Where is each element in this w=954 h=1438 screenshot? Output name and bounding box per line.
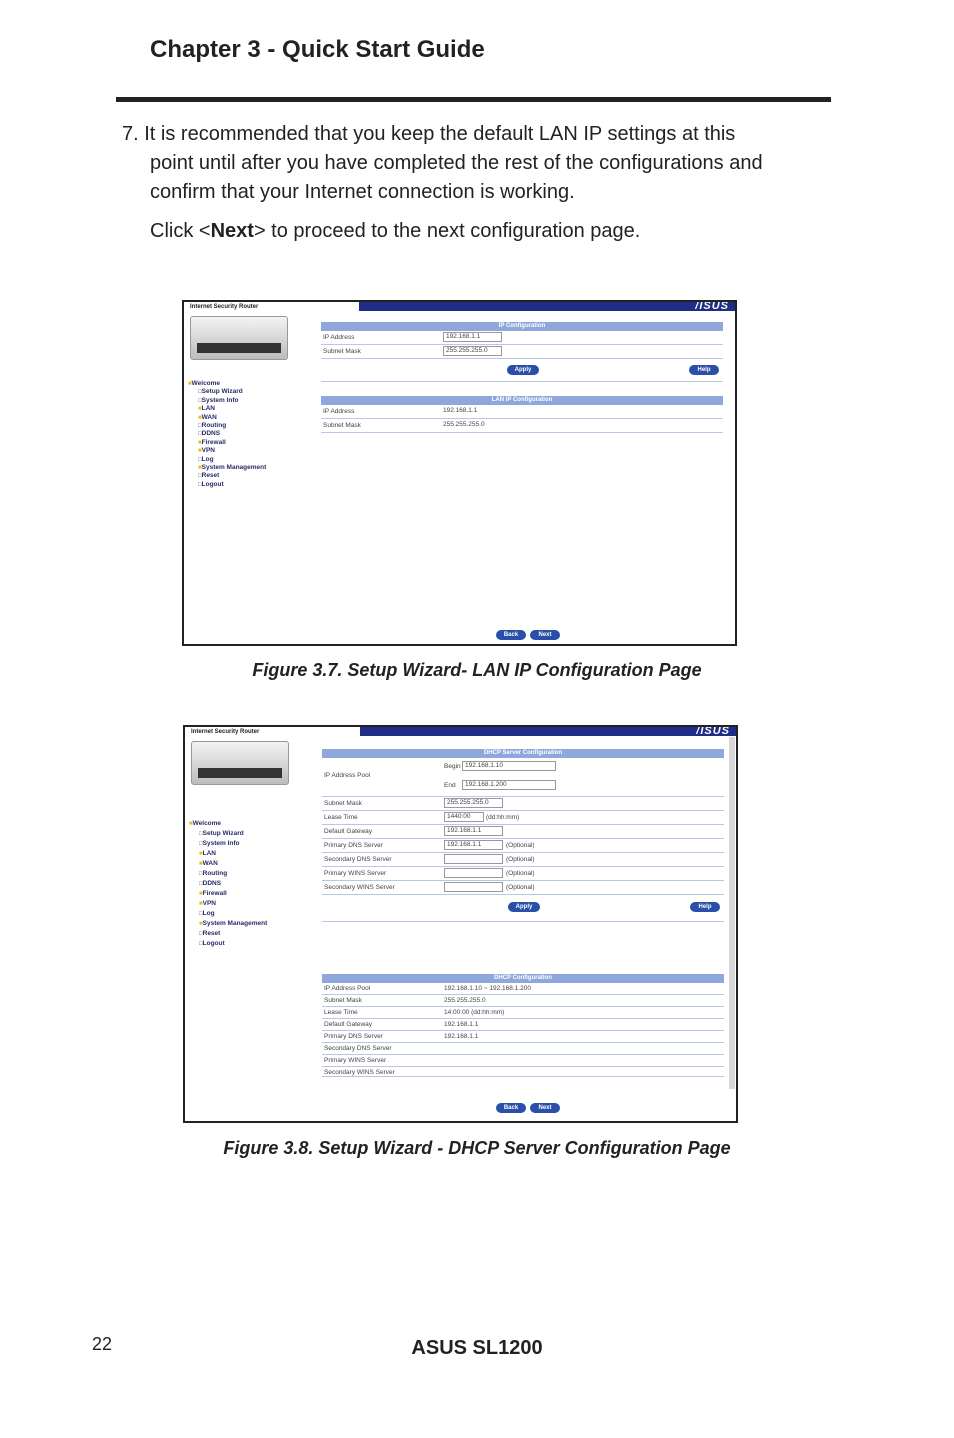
dhcp-gateway-label: Default Gateway bbox=[324, 1021, 373, 1028]
ip-address-pool-label: IP Address Pool bbox=[324, 772, 371, 779]
nav-reset[interactable]: □ Reset bbox=[188, 472, 298, 480]
nav-system-management[interactable]: ■ System Management bbox=[189, 919, 299, 929]
subnet-mask-row bbox=[321, 345, 723, 359]
lan-subnet-mask-value: 255.255.255.0 bbox=[443, 421, 485, 428]
router-image bbox=[190, 316, 288, 360]
figure-3-8-screenshot bbox=[183, 725, 738, 1123]
dhcp-wins2-label: Secondary WINS Server bbox=[324, 1069, 395, 1076]
nav-logout[interactable]: □ Logout bbox=[188, 481, 298, 489]
nav-logout[interactable]: □ Logout bbox=[189, 939, 299, 949]
click-next-word: Next bbox=[210, 220, 254, 242]
nav-tree bbox=[188, 380, 298, 489]
figure-3-7-screenshot bbox=[182, 300, 737, 646]
dhcp-mask-value: 255.255.255.0 bbox=[444, 997, 486, 1004]
pool-end-input[interactable]: 192.168.1.200 bbox=[462, 780, 556, 790]
primary-dns-input[interactable]: 192.168.1.1 bbox=[444, 840, 503, 850]
back-button[interactable]: Back bbox=[496, 630, 526, 640]
secondary-dns-input[interactable] bbox=[444, 854, 503, 864]
click-suffix: > to proceed to the next configuration page. bbox=[253, 220, 641, 242]
figure-3-8-caption: Figure 3.8. Setup Wizard - DHCP Server Configuration Page bbox=[223, 1138, 731, 1158]
lease-time-input[interactable]: 1440:00 bbox=[444, 812, 484, 822]
dhcp-lease-value: 14:00:00 (dd:hh:mm) bbox=[444, 1009, 505, 1016]
nav-routing[interactable]: □ Routing bbox=[189, 869, 299, 879]
dhcp-dns2-row bbox=[322, 1043, 724, 1055]
nav-welcome[interactable]: ■ Welcome bbox=[188, 380, 298, 388]
footer-model-name: ASUS SL1200 bbox=[411, 1337, 543, 1359]
nav-lan[interactable]: ■ LAN bbox=[188, 405, 298, 413]
dhcp-server-configuration-title: DHCP Server Configuration bbox=[322, 749, 724, 758]
default-gateway-label: Default Gateway bbox=[324, 828, 373, 835]
primary-wins-row bbox=[322, 867, 724, 881]
lease-time-label: Lease Time bbox=[324, 814, 358, 821]
nav-system-info[interactable]: □ System Info bbox=[188, 397, 298, 405]
ip-configuration-panel bbox=[321, 322, 723, 382]
ip-address-row bbox=[321, 331, 723, 345]
top-banner bbox=[360, 727, 736, 736]
nav-ddns[interactable]: □ DDNS bbox=[189, 879, 299, 889]
dhcp-lease-label: Lease Time bbox=[324, 1009, 358, 1016]
dhcp-dns1-label: Primary DNS Server bbox=[324, 1033, 383, 1040]
lan-subnet-mask-row bbox=[321, 419, 723, 433]
click-prefix: Click < bbox=[150, 220, 211, 242]
router-logo-text: Internet Security Router bbox=[191, 729, 260, 735]
primary-wins-input[interactable] bbox=[444, 868, 503, 878]
primary-wins-note: (Optional) bbox=[506, 870, 535, 877]
dhcp-dns2-label: Secondary DNS Server bbox=[324, 1045, 392, 1052]
dhcp-dns1-value: 192.168.1.1 bbox=[444, 1033, 479, 1040]
next-button[interactable]: Next bbox=[530, 1103, 560, 1113]
asus-logo: /ISUS bbox=[695, 300, 729, 312]
help-button[interactable]: Help bbox=[690, 902, 720, 912]
ip-address-input[interactable]: 192.168.1.1 bbox=[443, 332, 502, 342]
ip-address-pool-row bbox=[322, 758, 724, 797]
nav-system-management[interactable]: ■ System Management bbox=[188, 464, 298, 472]
secondary-wins-note: (Optional) bbox=[506, 884, 535, 891]
lan-ip-address-row bbox=[321, 405, 723, 419]
help-button[interactable]: Help bbox=[689, 365, 719, 375]
router-logo-text: Internet Security Router bbox=[190, 304, 259, 310]
dhcp-pool-row bbox=[322, 983, 724, 995]
lan-ip-address-label: IP Address bbox=[323, 408, 355, 415]
dhcp-subnet-mask-label: Subnet Mask bbox=[324, 800, 362, 807]
dhcp-subnet-mask-input[interactable]: 255.255.255.0 bbox=[444, 798, 503, 808]
ip-config-buttons bbox=[321, 359, 723, 382]
nav-log[interactable]: □ Log bbox=[188, 456, 298, 464]
page-number: 22 bbox=[92, 1334, 113, 1354]
lan-subnet-mask-label: Subnet Mask bbox=[323, 422, 361, 429]
ip-address-label: IP Address bbox=[323, 334, 355, 341]
lan-ip-configuration-title: LAN IP Configuration bbox=[321, 396, 723, 405]
chapter-title: Chapter 3 - Quick Start Guide bbox=[150, 36, 485, 63]
asus-logo: /ISUS bbox=[696, 725, 730, 737]
nav-routing[interactable]: □ Routing bbox=[188, 422, 298, 430]
secondary-wins-input[interactable] bbox=[444, 882, 503, 892]
back-button[interactable]: Back bbox=[496, 1103, 526, 1113]
step-line-3: confirm that your Internet connection is working. bbox=[150, 181, 575, 203]
next-button[interactable]: Next bbox=[530, 630, 560, 640]
subnet-mask-input[interactable]: 255.255.255.0 bbox=[443, 346, 502, 356]
nav-vpn[interactable]: ■ VPN bbox=[189, 899, 299, 909]
step-line-2: point until after you have completed the rest of the configurations and bbox=[150, 152, 763, 174]
nav-vpn[interactable]: ■ VPN bbox=[188, 447, 298, 455]
apply-button[interactable]: Apply bbox=[508, 902, 540, 912]
step-line-1: 7. It is recommended that you keep the default LAN IP settings at this bbox=[122, 123, 736, 145]
wizard-nav-buttons bbox=[496, 1096, 564, 1114]
step-7-text bbox=[122, 120, 822, 207]
lease-time-unit: (dd:hh:mm) bbox=[486, 814, 520, 821]
primary-dns-row bbox=[322, 839, 724, 853]
secondary-dns-label: Secondary DNS Server bbox=[324, 856, 392, 863]
router-image bbox=[191, 741, 289, 785]
header-rule bbox=[116, 97, 831, 102]
dhcp-wins2-row bbox=[322, 1067, 724, 1077]
nav-tree bbox=[189, 819, 299, 949]
ip-configuration-title: IP Configuration bbox=[321, 322, 723, 331]
vertical-scrollbar[interactable] bbox=[729, 737, 735, 1089]
dhcp-configuration-panel bbox=[322, 974, 724, 1077]
top-banner bbox=[359, 302, 735, 311]
dhcp-wins1-row bbox=[322, 1055, 724, 1067]
lan-ip-configuration-panel bbox=[321, 396, 723, 433]
dhcp-server-configuration-panel bbox=[322, 749, 724, 922]
nav-ddns[interactable]: □ DDNS bbox=[188, 430, 298, 438]
secondary-dns-row bbox=[322, 853, 724, 867]
secondary-wins-label: Secondary WINS Server bbox=[324, 884, 395, 891]
apply-button[interactable]: Apply bbox=[507, 365, 539, 375]
primary-dns-note: (Optional) bbox=[506, 842, 535, 849]
nav-lan[interactable]: ■ LAN bbox=[189, 849, 299, 859]
dhcp-mask-row bbox=[322, 995, 724, 1007]
lease-time-row bbox=[322, 811, 724, 825]
nav-wan[interactable]: ■ WAN bbox=[188, 414, 298, 422]
nav-system-info[interactable]: □ System Info bbox=[189, 839, 299, 849]
secondary-dns-note: (Optional) bbox=[506, 856, 535, 863]
default-gateway-row bbox=[322, 825, 724, 839]
click-next-instruction bbox=[150, 220, 640, 243]
default-gateway-input[interactable]: 192.168.1.1 bbox=[444, 826, 503, 836]
dhcp-wins1-label: Primary WINS Server bbox=[324, 1057, 387, 1064]
dhcp-pool-label: IP Address Pool bbox=[324, 985, 371, 992]
secondary-wins-row bbox=[322, 881, 724, 895]
pool-end-label: End bbox=[444, 782, 456, 789]
nav-reset[interactable]: □ Reset bbox=[189, 929, 299, 939]
pool-begin-input[interactable]: 192.168.1.10 bbox=[462, 761, 556, 771]
dhcp-lease-row bbox=[322, 1007, 724, 1019]
dhcp-server-buttons bbox=[322, 895, 724, 922]
dhcp-gateway-value: 192.168.1.1 bbox=[444, 1021, 479, 1028]
nav-firewall[interactable]: ■ Firewall bbox=[188, 439, 298, 447]
nav-welcome[interactable]: ■ Welcome bbox=[189, 819, 299, 829]
lan-ip-address-value: 192.168.1.1 bbox=[443, 407, 478, 414]
dhcp-pool-value: 192.168.1.10 ~ 192.168.1.200 bbox=[444, 985, 531, 992]
nav-setup-wizard[interactable]: □ Setup Wizard bbox=[189, 829, 299, 839]
dhcp-mask-label: Subnet Mask bbox=[324, 997, 362, 1004]
dhcp-subnet-mask-row bbox=[322, 797, 724, 811]
nav-setup-wizard[interactable]: □ Setup Wizard bbox=[188, 388, 298, 396]
dhcp-gateway-row bbox=[322, 1019, 724, 1031]
nav-firewall[interactable]: ■ Firewall bbox=[189, 889, 299, 899]
dhcp-configuration-title: DHCP Configuration bbox=[322, 974, 724, 983]
nav-log[interactable]: □ Log bbox=[189, 909, 299, 919]
nav-wan[interactable]: ■ WAN bbox=[189, 859, 299, 869]
pool-begin-label: Begin bbox=[444, 763, 461, 770]
wizard-nav-buttons bbox=[496, 623, 564, 641]
subnet-mask-label: Subnet Mask bbox=[323, 348, 361, 355]
primary-wins-label: Primary WINS Server bbox=[324, 870, 387, 877]
dhcp-dns1-row bbox=[322, 1031, 724, 1043]
primary-dns-label: Primary DNS Server bbox=[324, 842, 383, 849]
figure-3-7-caption: Figure 3.7. Setup Wizard- LAN IP Configuration Page bbox=[252, 660, 702, 680]
